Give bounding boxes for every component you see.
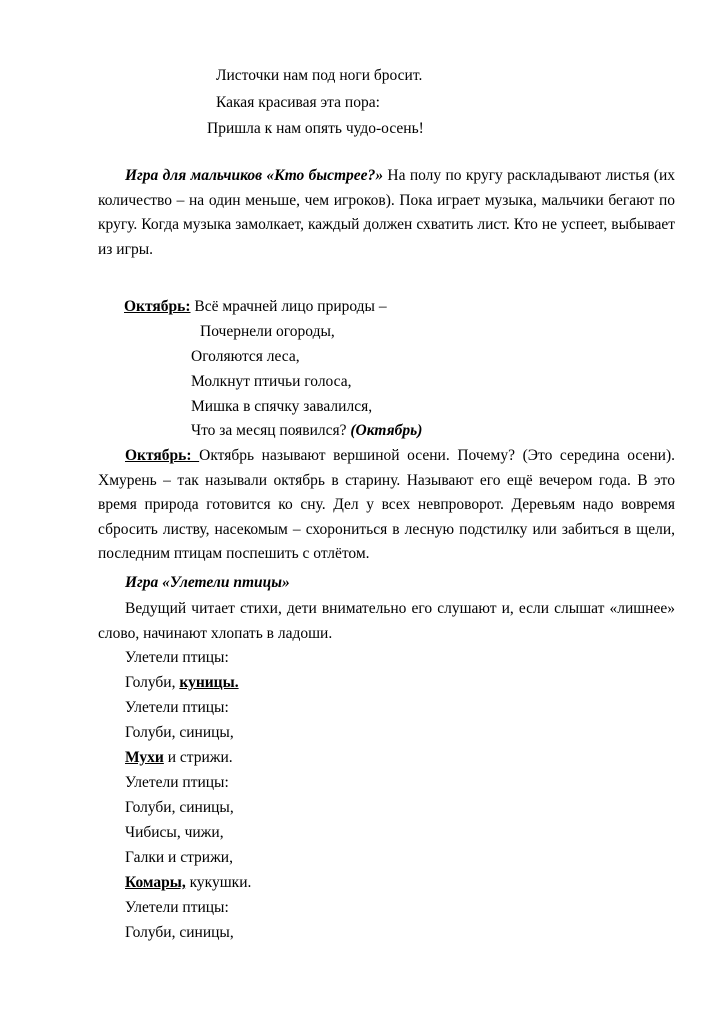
- game-birds-title: Игра «Улетели птицы»: [125, 574, 290, 591]
- game-poem-line: Голуби, синицы,: [125, 724, 234, 741]
- extra-word: Мухи: [125, 749, 164, 766]
- poem-line: Какая красивая эта пора:: [216, 94, 380, 111]
- poem-line: Листочки нам под ноги бросит.: [216, 67, 423, 84]
- game-boys-paragraph: [98, 164, 675, 262]
- riddle-answer: (Октябрь): [350, 422, 423, 439]
- october-riddle-first: [124, 297, 387, 317]
- game-poem-line: Голуби, синицы,: [125, 924, 234, 941]
- speaker-label: Октябрь:: [124, 298, 191, 315]
- game-birds-intro: Ведущий читает стихи, дети внимательно его слушают и, если слышат «лишнее» слово, начинают хлопать в ладоши.: [98, 600, 675, 642]
- game-poem-line: [125, 748, 233, 768]
- riddle-line: Оголяются леса,: [191, 348, 300, 365]
- game-poem-line: Улетели птицы:: [125, 774, 229, 791]
- game-poem-line: Улетели птицы:: [125, 649, 229, 666]
- extra-word: куницы.: [179, 674, 239, 691]
- poem-text: Голуби,: [125, 674, 180, 691]
- extra-word: Комары,: [125, 874, 186, 891]
- riddle-last-line: [191, 421, 422, 441]
- riddle-line: Почернели огороды,: [200, 323, 335, 340]
- game-poem-line: Улетели птицы:: [125, 699, 229, 716]
- october-speech-text: Октябрь называют вершиной осени. Почему? (Это середина осени). Хмурень – так называли октябрь в старину. Называют его ещё вечером года. В это время природа готовится ко сну. Дел у всех невпроворот. Деревьям надо вовремя сбросить листву, насекомым – схорониться в лесную подстилку или забиться в щели, последним птицам поспешить с отлётом.: [98, 447, 675, 562]
- game-poem-line: [125, 673, 239, 693]
- game-poem-line: Галки и стрижи,: [125, 849, 233, 866]
- game-poem-line: Чибисы, чижи,: [125, 824, 224, 841]
- riddle-line: Мишка в спячку завалился,: [191, 398, 373, 415]
- game-poem-line: Улетели птицы:: [125, 899, 229, 916]
- poem-text: кукушки.: [185, 874, 252, 891]
- october-speech-paragraph: [98, 444, 675, 567]
- poem-line: Пришла к нам опять чудо-осень!: [207, 120, 424, 137]
- riddle-line: Молкнут птичьи голоса,: [191, 373, 352, 390]
- game-poem-line: [125, 873, 251, 893]
- poem-text: и стрижи.: [163, 749, 233, 766]
- game-poem-line: Голуби, синицы,: [125, 799, 234, 816]
- game-boys-text: На полу по кругу раскладывают листья (их количество – на один меньше, чем игроков). Пока играет музыка, мальчики бегают по кругу. Когда музыка замолкает, каждый должен схватить лист. Кто не успеет, выбывает из игры.: [98, 167, 675, 258]
- speaker-label: Октябрь:: [125, 447, 200, 464]
- riddle-line: Всё мрачней лицо природы –: [190, 298, 387, 315]
- riddle-line: Что за месяц появился?: [191, 422, 351, 439]
- game-boys-title: Игра для мальчиков «Кто быстрее?»: [125, 167, 384, 184]
